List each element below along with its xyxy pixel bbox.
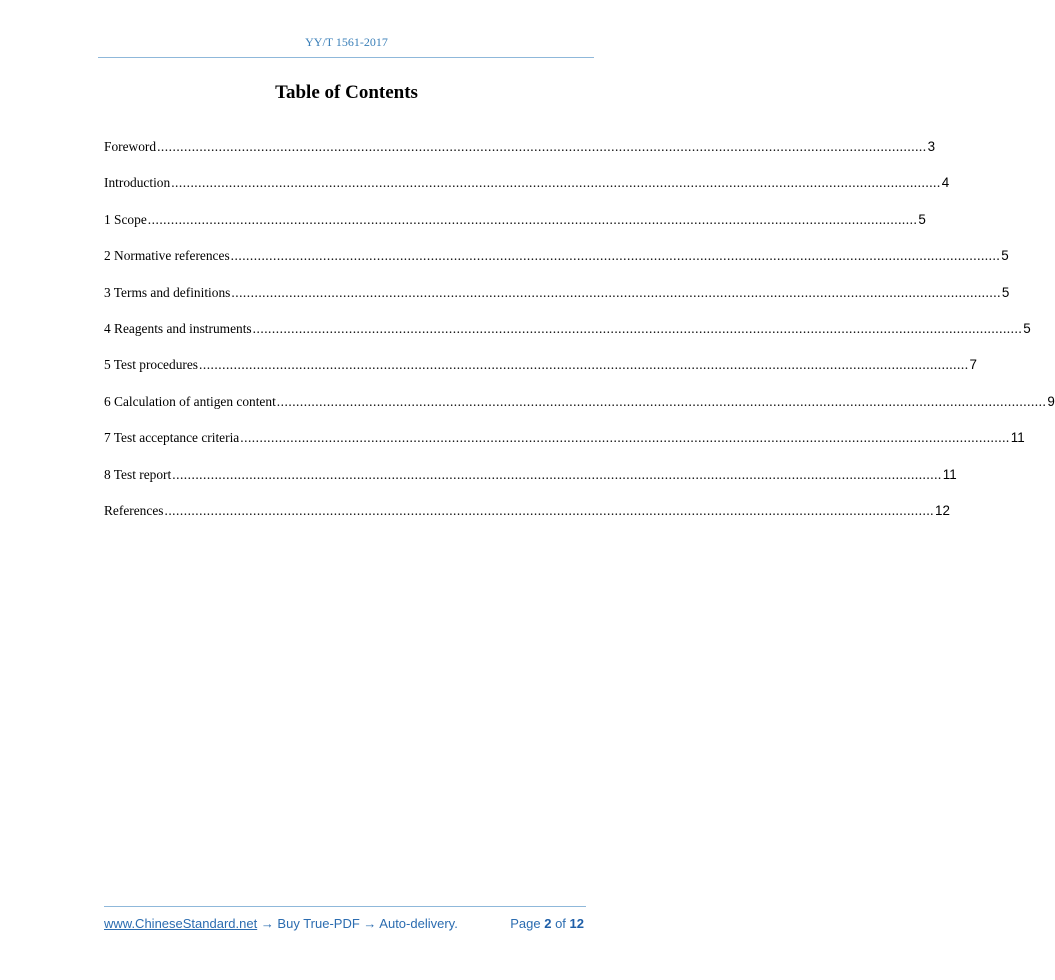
website-link[interactable]: www.ChineseStandard.net xyxy=(104,916,258,931)
document-code-header: YY/T 1561-2017 xyxy=(305,35,388,49)
toc-entry-reagents-instruments[interactable] xyxy=(104,320,1031,357)
toc-entry-page: 11 xyxy=(942,466,957,482)
toc-entry-test-report[interactable] xyxy=(104,466,957,503)
total-pages-number: 12 xyxy=(569,916,584,931)
toc-entry-label: 4 Reagents and instruments xyxy=(104,320,252,336)
toc-entry-references[interactable] xyxy=(104,502,950,539)
footer-promo xyxy=(104,916,458,931)
toc-entry-page: 7 xyxy=(969,357,977,373)
toc-leader-dots: ........................................................................................................................................................................................................ xyxy=(240,430,1010,446)
toc-leader-dots: ........................................................................................................................................................................................................ xyxy=(230,248,1001,264)
toc-entry-label: 3 Terms and definitions xyxy=(104,284,231,300)
toc-leader-dots: ........................................................................................................................................................................................................ xyxy=(231,284,1001,300)
toc-leader-dots: ........................................................................................................................................................................................................ xyxy=(157,139,927,154)
toc-entry-label: Foreword xyxy=(104,139,157,154)
toc-leader-dots: ........................................................................................................................................................................................................ xyxy=(276,393,1047,409)
toc-entry-label: 8 Test report xyxy=(104,466,172,482)
toc-entry-label: 7 Test acceptance criteria xyxy=(104,430,240,446)
toc-leader-dots: ........................................................................................................................................................................................................ xyxy=(252,320,1023,336)
toc-entry-page: 5 xyxy=(918,211,926,227)
toc-entry-antigen-calculation[interactable] xyxy=(104,393,1055,430)
page-label: Page xyxy=(510,916,541,931)
header-divider xyxy=(98,57,594,58)
toc-leader-dots: ........................................................................................................................................................................................................ xyxy=(199,357,969,373)
toc-entry-page: 4 xyxy=(941,175,950,191)
toc-entry-page: 9 xyxy=(1047,393,1055,409)
toc-leader-dots: ........................................................................................................................................................................................................ xyxy=(164,502,935,518)
toc-entry-normative-references[interactable] xyxy=(104,248,1009,284)
toc-entry-label: Introduction xyxy=(104,175,171,191)
toc-entry-page: 3 xyxy=(927,139,936,154)
toc-entry-label: 6 Calculation of antigen content xyxy=(104,393,276,409)
toc-list xyxy=(104,139,1055,539)
toc-entry-scope[interactable] xyxy=(104,211,926,248)
toc-entry-label: 5 Test procedures xyxy=(104,357,199,373)
toc-entry-page: 5 xyxy=(1001,248,1009,264)
of-label: of xyxy=(555,916,566,931)
toc-leader-dots: ........................................................................................................................................................................................................ xyxy=(172,466,942,482)
toc-entry-page: 11 xyxy=(1010,430,1025,446)
toc-entry-terms-definitions[interactable] xyxy=(104,284,1010,321)
toc-entry-acceptance-criteria[interactable] xyxy=(104,430,1025,466)
toc-entry-page: 5 xyxy=(1023,320,1031,336)
toc-entry-test-procedures[interactable] xyxy=(104,357,977,393)
page-indicator xyxy=(510,916,584,931)
toc-leader-dots: ........................................................................................................................................................................................................ xyxy=(147,211,918,227)
current-page-number: 2 xyxy=(544,916,552,931)
toc-entry-label: 1 Scope xyxy=(104,211,147,227)
toc-entry-label: References xyxy=(104,502,164,518)
toc-entry-page: 12 xyxy=(935,502,950,518)
toc-entry-label: 2 Normative references xyxy=(104,248,230,264)
toc-title: Table of Contents xyxy=(275,82,418,103)
footer-promo-text: → Buy True-PDF → Auto-delivery. xyxy=(257,916,458,931)
toc-entry-introduction[interactable] xyxy=(104,175,950,211)
toc-leader-dots: ........................................................................................................................................................................................................ xyxy=(171,175,941,191)
toc-entry-foreword[interactable] xyxy=(104,139,936,175)
footer-divider xyxy=(104,906,586,907)
toc-entry-page: 5 xyxy=(1001,284,1010,300)
